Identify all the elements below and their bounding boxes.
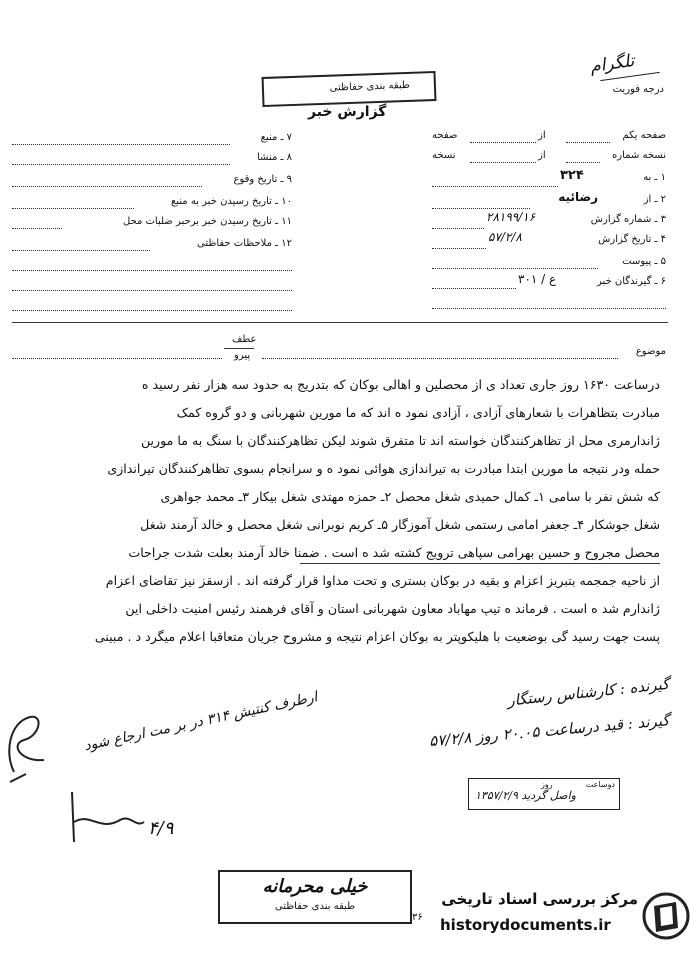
field-news-to-local-date: ۱۱ ـ تاریخ رسیدن خبر برحبر ضلبات محل bbox=[122, 216, 292, 227]
page-number: ۳۶ bbox=[412, 912, 423, 923]
attachment-label: ۵ ـ پیوست bbox=[622, 256, 666, 267]
body-line: ژاندارمری محل از تظاهرکنندگان خواسته اند تا متفرق شوند لیکن تظاهرکنندگان با سنگ به ما مورین bbox=[140, 433, 660, 448]
telegram-label: تلگرام bbox=[588, 51, 636, 77]
archive-logo-icon bbox=[640, 888, 692, 944]
body-line: حمله ودر نتیجه ما مورین ابتدا مبادرت به تیراندازی هوائی نمود ه و سرانجام بسوی تظاهرکنندگان تیراندازی bbox=[107, 461, 660, 476]
field-news-to-source-date: ۱۰ ـ تاریخ رسیدن خبر به منبع bbox=[170, 196, 292, 207]
page-label: صفحه یکم bbox=[622, 130, 666, 141]
document-page: تلگرام درجه فوریت طبقه بندی حفاظتی گزارش خبر ۷ ـ منبع ۸ ـ منشا ۹ ـ تاریخ وقوع ۱۰ ـ تاریخ رسیدن خبر به منبع ۱۱ ـ تاریخ رسیدن خبر برحبر ضلبات محل ۱۲ ـ ملاحظات حفاظتی صفحه یکم از صفحه نسخه شماره از نسخه ۱ ـ به ۳۲۴ ۲ ـ از رضائیه ۳ ـ شماره گزارش ۲۸۱۹۹/۱۶ ۴ ـ تاریخ گزارش ۵۷/۲/۸ ۵ ـ پیوست ۶ ـ گیرندگان خبر ۳۰۱ / ع عطف پیرو موضوع درساعت ۱۶۳۰ روز جاری تعداد ی از محصلین و اهالی بوکان که بتدریج به حدود سه هزار نفر رسید ه مبادرت بتظاهرات با شعارهای آزادی ، آزادی نمود ه اند که ما مورین شهربانی و دو گروه کمک ژاندارمری محل از تظاهرکنندگان خواسته اند تا متفرق شوند لیکن تظاهرکنندگان با سنگ به ما مورین حمله ودر نتیجه ما مورین ابتدا مبادرت به تیراندازی هوائی نمود ه و سرانجام بسوی تظاهرکنندگان تیراندازی که شش نفر با سامی ۱ـ کمال حمیدی شغل محصل ۲ـ حمزه مهتدی شغل بیکار ۳ـ محمد جواهری شغل جوشکار ۴ـ جعفر امامی رستمی شغل آموزگار ۵ـ کریم نوبرانی شغل محصل و خالد آرمند شغل محصل مجروح و حسین بهرامی سپاهی ترویج کشته شد ه است . ضمنا خالد آرمند بعلت شدت جراحات از ناحیه جمجمه بتبریز اعزام و بقیه در بوکان بستری و تحت مداوا قرار گرفته اند . ازسقز نیز تقاضای اعزام ژاندارم شد ه است . فرماند ه تیپ مهاباد معاون شهربانی استان و آقای فرهمند رئیس امنیت داخلی این پست جهت رسید گی بوضعیت با هلیکوپتر به بوکان اعزام نتیجه و مشروح جریان متعاقبا اعلام میگرد د . مبینی گیرنده : کارشناس رستگار گیرند : قید درساعت ۲۰.۰۵ روز ۵۷/۲/۸ ارطرف کنتیش ۳۱۴ در بر مت ارجاع شود ۴/۹ دوساعت ۱۳۵۷/۲/۹ واصل گردید روز خیلی محرمانه طبقه بندی حفاظتی ۳۶ مرکز بررسی اسناد تاریخی historydocuments.ir bbox=[0, 0, 700, 953]
classification-stamp-top: طبقه بندی حفاظتی bbox=[262, 71, 437, 107]
body-line: شغل جوشکار ۴ـ جعفر امامی رستمی شغل آموزگار ۵ـ کریم نوبرانی شغل محصل و خالد آرمند شغل bbox=[140, 517, 660, 532]
body-line: پست جهت رسید گی بوضعیت با هلیکوپتر به بوکان اعزام نتیجه و مشروح جریان متعاقبا اعلام میگرد د . مبینی bbox=[94, 629, 660, 644]
body-line: مبادرت بتظاهرات با شعارهای آزادی ، آزادی نمود ه اند که ما مورین شهربانی و دو گروه کمک bbox=[176, 405, 660, 420]
atf-label: عطف bbox=[232, 334, 257, 345]
handwritten-date: گیرند : قید درساعت ۲۰.۰۵ روز ۵۷/۲/۸ bbox=[428, 711, 671, 751]
from-label: ۲ ـ از bbox=[643, 194, 666, 205]
to-value: ۳۲۴ bbox=[560, 168, 584, 183]
field-protective-notes: ۱۲ ـ ملاحظات حفاظتی bbox=[197, 238, 292, 249]
report-number-value: ۲۸۱۹۹/۱۶ bbox=[486, 210, 536, 224]
report-number-label: ۳ ـ شماره گزارش bbox=[590, 214, 666, 225]
header-divider bbox=[12, 322, 668, 323]
to-label: ۱ ـ به bbox=[643, 172, 666, 183]
field-source: ۷ ـ منبع bbox=[260, 132, 292, 143]
report-title: گزارش خبر bbox=[308, 104, 387, 120]
watermark-site: historydocuments.ir bbox=[440, 916, 611, 934]
report-date-label: ۴ ـ تاریخ گزارش bbox=[598, 234, 666, 245]
body-line: از ناحیه جمجمه بتبریز اعزام و بقیه در بوکان بستری و تحت مداوا قرار گرفته اند . ازسقز نیز تقاضای اعزام bbox=[105, 573, 660, 588]
report-date-value: ۵۷/۲/۸ bbox=[488, 230, 522, 244]
recipients-label: ۶ ـ گیرندگان خبر bbox=[596, 276, 666, 287]
handwritten-left-note: ارطرف کنتیش ۳۱۴ در بر مت ارجاع شود bbox=[82, 689, 319, 755]
watermark-org: مرکز بررسی اسناد تاریخی bbox=[441, 890, 638, 908]
signature-scribble-middle bbox=[60, 782, 150, 852]
signature-scribble-left bbox=[0, 702, 70, 792]
urgency-label: درجه فوریت bbox=[612, 84, 664, 95]
top-secret-mark: خیلی محرمانه bbox=[262, 876, 368, 897]
copy-label: نسخه شماره bbox=[612, 150, 666, 161]
subject-label: موضوع bbox=[635, 346, 666, 357]
handwritten-recipient: گیرنده : کارشناس رستگار bbox=[506, 674, 671, 710]
recipients-value: ۳۰۱ / ع bbox=[518, 272, 557, 286]
field-origin: ۸ ـ منشا bbox=[256, 152, 292, 163]
underline-mark bbox=[300, 563, 660, 564]
field-event-date: ۹ ـ تاریخ وقوع bbox=[233, 174, 292, 185]
peyro-label: پیرو bbox=[234, 350, 251, 361]
body-line: که شش نفر با سامی ۱ـ کمال حمیدی شغل محصل ۲ـ حمزه مهتدی شغل بیکار ۳ـ محمد جواهری bbox=[160, 489, 660, 504]
receipt-stamp: دوساعت ۱۳۵۷/۲/۹ واصل گردید روز bbox=[468, 778, 620, 810]
handwritten-initials: ۴/۹ bbox=[148, 818, 174, 839]
body-line: ژاندارم شد ه است . فرماند ه تیپ مهاباد معاون شهربانی استان و آقای فرهمند رئیس امنیت داخلی این bbox=[125, 601, 660, 616]
from-value: رضائیه bbox=[558, 190, 598, 204]
classification-stamp-bottom: خیلی محرمانه طبقه بندی حفاظتی bbox=[218, 870, 412, 924]
body-line: محصل مجروح و حسین بهرامی سپاهی ترویج کشته شد ه است . ضمنا خالد آرمند بعلت شدت جراحات bbox=[128, 545, 660, 560]
body-line: درساعت ۱۶۳۰ روز جاری تعداد ی از محصلین و اهالی بوکان که بتدریج به حدود سه هزار نفر رسید ه bbox=[141, 377, 660, 392]
